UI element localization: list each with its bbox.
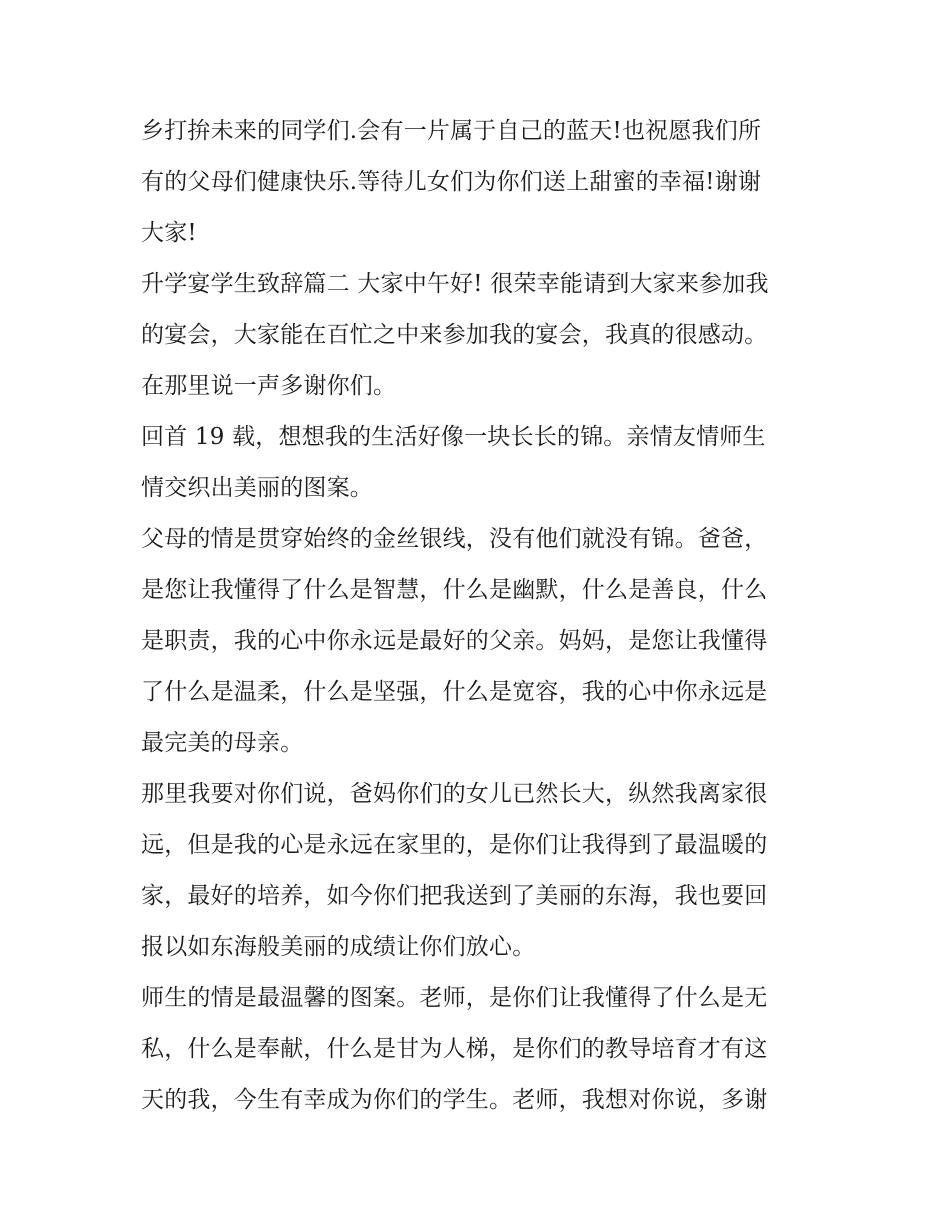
text-line: 情交织出美丽的图案。 xyxy=(141,475,373,501)
text-line: 了什么是温柔，什么是坚强，什么是宽容，我的心中你永远是 xyxy=(141,679,768,705)
text-line: 私，什么是奉献，什么是甘为人梯，是你们的教导培育才有这 xyxy=(141,1036,768,1062)
text-line: 最完美的母亲。 xyxy=(141,730,304,756)
text-line: 大家! xyxy=(141,220,197,246)
text-line: 天的我，今生有幸成为你们的学生。老师，我想对你说，多谢 xyxy=(141,1087,768,1113)
text-line: 是您让我懂得了什么是智慧，什么是幽默，什么是善良，什么 xyxy=(141,577,768,603)
text-line: 那里我要对你们说，爸妈你们的女儿已然长大，纵然我离家很 xyxy=(141,781,768,807)
text-line: 在那里说一声多谢你们。 xyxy=(141,373,397,399)
text-line: 升学宴学生致辞篇二 大家中午好! 很荣幸能请到大家来参加我 xyxy=(141,271,769,297)
text-line: 报以如东海般美丽的成绩让你们放心。 xyxy=(141,934,536,960)
text-line: 是职责，我的心中你永远是最好的父亲。妈妈，是您让我懂得 xyxy=(141,628,768,654)
document-body xyxy=(141,106,813,1126)
text-line: 乡打拚未来的同学们.会有一片属于自己的蓝天!也祝愿我们所 xyxy=(141,118,762,144)
text-line: 父母的情是贯穿始终的金丝银线，没有他们就没有锦。爸爸， xyxy=(141,526,768,552)
text-line: 有的父母们健康快乐.等待儿女们为你们送上甜蜜的幸福!谢谢 xyxy=(141,169,762,195)
text-line: 的宴会，大家能在百忙之中来参加我的宴会，我真的很感动。 xyxy=(141,322,768,348)
text-line: 远，但是我的心是永远在家里的，是你们让我得到了最温暖的 xyxy=(141,832,768,858)
text-line: 家，最好的培养，如今你们把我送到了美丽的东海，我也要回 xyxy=(141,883,768,909)
text-line: 回首 19 载，想想我的生活好像一块长长的锦。亲情友情师生 xyxy=(141,424,766,450)
text-line: 师生的情是最温馨的图案。老师，是你们让我懂得了什么是无 xyxy=(141,985,768,1011)
